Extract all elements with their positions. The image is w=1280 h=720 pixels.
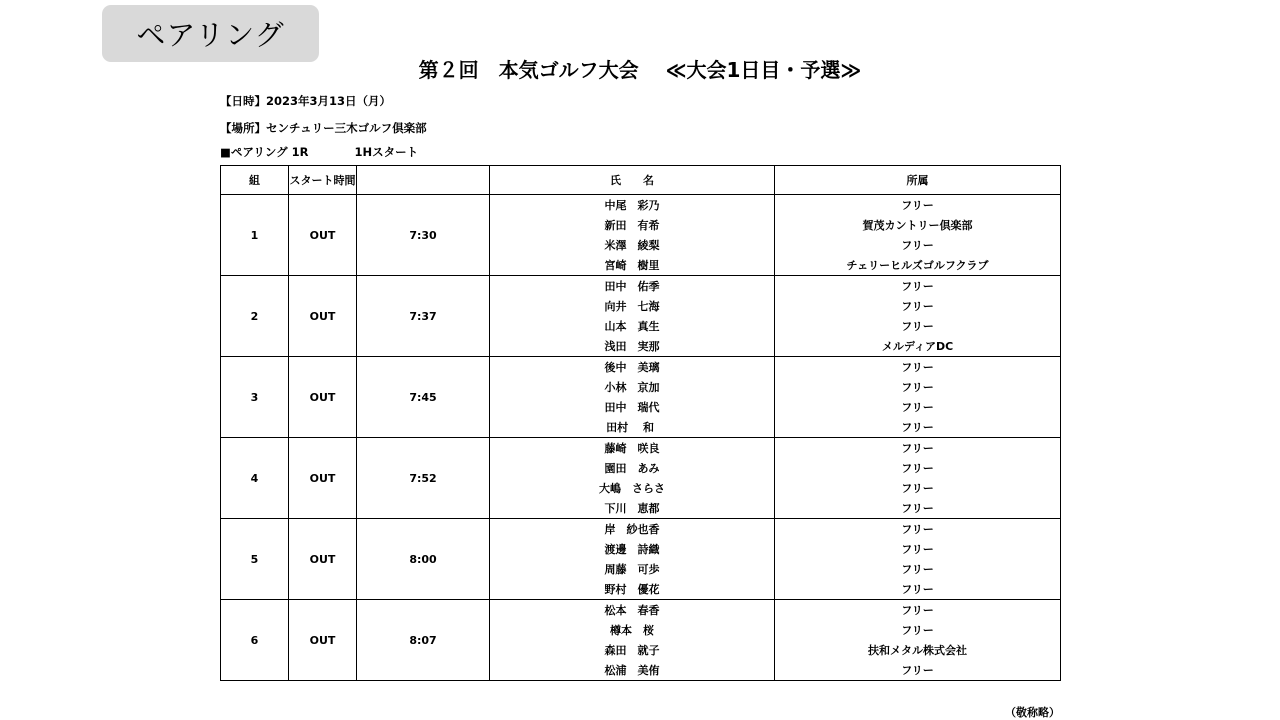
group-course: OUT xyxy=(289,519,357,600)
player-affiliation: フリー xyxy=(775,296,1061,316)
group-number: 4 xyxy=(221,438,289,519)
event-date: 【日時】2023年3月13日（月） xyxy=(220,94,392,108)
player-name: 周藤 可歩 xyxy=(490,559,775,579)
pairing-line xyxy=(220,144,418,160)
group-start-time: 7:45 xyxy=(357,357,490,438)
header-blank xyxy=(357,166,490,195)
honorifics-note: （敬称略） xyxy=(1005,706,1060,719)
player-affiliation: フリー xyxy=(775,417,1061,438)
group-course: OUT xyxy=(289,600,357,681)
player-affiliation: フリー xyxy=(775,559,1061,579)
player-name: 園田 あみ xyxy=(490,458,775,478)
player-affiliation: フリー xyxy=(775,397,1061,417)
header-name: 氏 名 xyxy=(490,166,775,195)
start-hole-label: 1Hスタート xyxy=(354,145,419,159)
player-affiliation: フリー xyxy=(775,438,1061,459)
pairing-table xyxy=(220,165,1061,681)
page-title: 第２回 本気ゴルフ大会 ≪大会1日目・予選≫ xyxy=(418,58,862,82)
table-row xyxy=(221,519,1061,540)
player-affiliation: 扶和メタル株式会社 xyxy=(775,640,1061,660)
player-affiliation: フリー xyxy=(775,377,1061,397)
player-affiliation: チェリーヒルズゴルフクラブ xyxy=(775,255,1061,276)
group-start-time: 7:37 xyxy=(357,276,490,357)
table-row xyxy=(221,276,1061,297)
player-name: 新田 有希 xyxy=(490,215,775,235)
header-start-time: スタート時間 xyxy=(289,166,357,195)
group-course: OUT xyxy=(289,438,357,519)
player-affiliation: メルディアDC xyxy=(775,336,1061,357)
player-name: 岸 紗也香 xyxy=(490,519,775,540)
table-row xyxy=(221,600,1061,621)
player-affiliation: フリー xyxy=(775,276,1061,297)
player-name: 田村 和 xyxy=(490,417,775,438)
player-name: 大嶋 さらさ xyxy=(490,478,775,498)
group-start-time: 8:07 xyxy=(357,600,490,681)
player-name: 森田 就子 xyxy=(490,640,775,660)
player-name: 後中 美璃 xyxy=(490,357,775,378)
table-header-row xyxy=(221,166,1061,195)
group-number: 3 xyxy=(221,357,289,438)
player-name: 樽本 桜 xyxy=(490,620,775,640)
group-start-time: 7:30 xyxy=(357,195,490,276)
player-name: 下川 恵都 xyxy=(490,498,775,519)
player-affiliation: フリー xyxy=(775,620,1061,640)
player-name: 松本 春香 xyxy=(490,600,775,621)
group-number: 1 xyxy=(221,195,289,276)
group-start-time: 8:00 xyxy=(357,519,490,600)
table-row xyxy=(221,438,1061,459)
player-affiliation: フリー xyxy=(775,579,1061,600)
player-affiliation: 賀茂カントリー倶楽部 xyxy=(775,215,1061,235)
player-name: 田中 瑞代 xyxy=(490,397,775,417)
player-name: 中尾 彩乃 xyxy=(490,195,775,216)
player-affiliation: フリー xyxy=(775,660,1061,681)
player-name: 野村 優花 xyxy=(490,579,775,600)
group-number: 6 xyxy=(221,600,289,681)
event-place: 【場所】センチュリー三木ゴルフ倶楽部 xyxy=(220,121,427,135)
group-course: OUT xyxy=(289,276,357,357)
table-row xyxy=(221,357,1061,378)
player-affiliation: フリー xyxy=(775,519,1061,540)
section-badge: ペアリング xyxy=(102,5,319,62)
player-name: 向井 七海 xyxy=(490,296,775,316)
group-number: 5 xyxy=(221,519,289,600)
player-affiliation: フリー xyxy=(775,357,1061,378)
player-affiliation: フリー xyxy=(775,316,1061,336)
player-name: 米澤 綾梨 xyxy=(490,235,775,255)
player-affiliation: フリー xyxy=(775,235,1061,255)
player-affiliation: フリー xyxy=(775,478,1061,498)
player-affiliation: フリー xyxy=(775,498,1061,519)
player-name: 浅田 実那 xyxy=(490,336,775,357)
group-start-time: 7:52 xyxy=(357,438,490,519)
player-name: 山本 真生 xyxy=(490,316,775,336)
player-name: 松浦 美侑 xyxy=(490,660,775,681)
group-number: 2 xyxy=(221,276,289,357)
player-affiliation: フリー xyxy=(775,600,1061,621)
player-name: 田中 佑季 xyxy=(490,276,775,297)
table-row xyxy=(221,195,1061,216)
group-course: OUT xyxy=(289,357,357,438)
player-name: 小林 京加 xyxy=(490,377,775,397)
player-affiliation: フリー xyxy=(775,539,1061,559)
header-affiliation: 所属 xyxy=(775,166,1061,195)
group-course: OUT xyxy=(289,195,357,276)
player-name: 渡邊 詩織 xyxy=(490,539,775,559)
player-name: 宮崎 樹里 xyxy=(490,255,775,276)
pairing-label: ■ペアリング 1R xyxy=(220,145,309,159)
player-affiliation: フリー xyxy=(775,195,1061,216)
header-group: 組 xyxy=(221,166,289,195)
player-name: 藤崎 咲良 xyxy=(490,438,775,459)
player-affiliation: フリー xyxy=(775,458,1061,478)
